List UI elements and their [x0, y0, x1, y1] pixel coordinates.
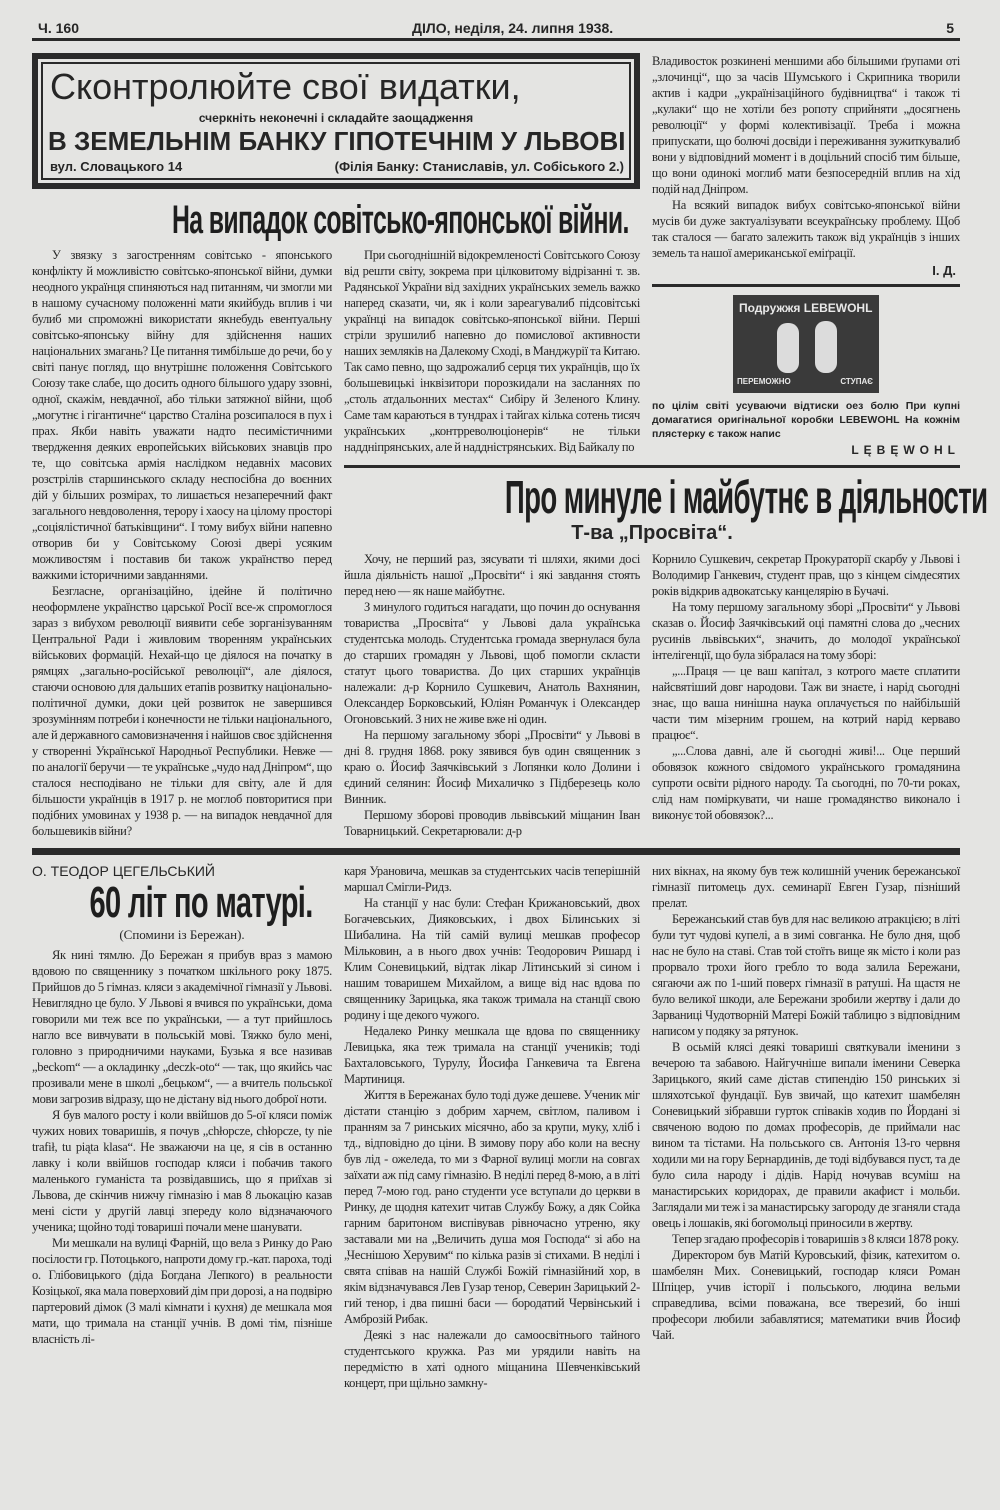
article2-column-2: [652, 551, 960, 839]
paragraph: В осьмій клясі деякі товариші святкували іменини з вечерою та забавою. Найгучніше випали іменини Северка Зарицького, який саме дістав стипендію 150 ринських зі шляхотської фундації. Був звичай, що катехит шамбелян Соневицький зібравши гурток співаків ходив по Йордані зі свяченою водою по домах професорів, де приймали нас вином та тістами. На польського св. Антонія 13-го червня ходили ми на гору Бернардинів, де тоді відбувався пуст, та де було сила народу і дідів. Нарід ночував всуміш на манастирських коридорах, де правили акафист і мольби. Заглядали ми теж і за манастирську загороду де зганяли стада овець і лошаків, які богомольці приносили в жертву.: [652, 1040, 960, 1230]
paragraph: З минулого годиться нагадати, що почин до оснування товариства „Просвіта“ у Львові дала українська студентська молодь. Студентська громада звернулася була до старших громадян у Львові, щоб помогли скласти статут цього товариства. До цих старших українців належали: д-р Корнило Сушкевич, Анатоль Вахнянин, Олександер Борковський, Юліян Романчук і Олександер Огоновський. З них не живе вже ні один.: [344, 600, 640, 726]
section-rule: [344, 465, 960, 468]
paragraph: Безгласне, організаційно, ідейне й політично неоформлене українство царської Росії все-ж спромоглося зараз з вибухом революції виявити себе зорганізуванням Центральної Ради і живловим творенням українських військових формацій. Нехай-що це діялося на початку в рямцях „загально-російської революції“, але діялося, стаючи основою для дальших етапів розвитку національно-політичної думки, доки цей розвиток не завершився зрозумінням потреби і конечности не тільки національного, але й державного самовизначення і найшов своє здійснення у створенні Української Народньої Республики. Невже — по аналогії беручи — те українське „чудо над Дніпром“, що сталося несподівано не тільки для світу, але й для більшости українців в 1917 р. не моглоб повторитися при подібних умовинах у 1938 р. — на випадок невдачної для большевиків війни?: [32, 584, 332, 838]
lebewohl-image-right: СТУПАЄ: [840, 377, 873, 386]
page-number: 5: [946, 20, 954, 36]
article3-title-wrap: [32, 878, 332, 927]
section-divider: [32, 848, 960, 855]
article1-title-wrap: [32, 200, 640, 241]
paragraph: Деякі з нас належали до самоосвітнього тайного студентського кружка. Раз ми урядили навіть на передмістю в хаті одного міщанина Шевченківський концерт, при щільно замкну-: [344, 1328, 640, 1390]
paragraph: Я був малого росту і коли ввійшов до 5-ої кляси поміж чужих нових товаришів, я почув „chłopcze, chłopcze, ty nie trafił, tu piąta klasa“. Не зважаючи на це, я сів в останню лавку і коли ввійшов господар кляси і побачив такого маленького гуманіста та розвідавшись, що я приїхав зі Львова, де скінчив нижчу гімназію і мав 8 льокацію казав мені сісти у другій лавці зпереду коло відзначаючого ученика; щойно тоді товариші почали мене шанувати.: [32, 1108, 332, 1234]
foot-figure-icon: [815, 321, 837, 373]
article1-column-1: [32, 247, 332, 840]
top-section: [32, 53, 988, 840]
lebewohl-ad-image: [733, 295, 879, 393]
paragraph: „...Праця — це ваш капітал, з котрого маєте сплатити найсвятіший довг народови. Таж ви знаєте, і нарід сьогодні знає, що ваша нинішна наука оплачується по найбільшій части тим мізерним грошем, на котрий нарід кервавo працює“.: [652, 664, 960, 742]
right-column-top: [652, 53, 960, 457]
article2-column-1: [344, 551, 640, 839]
article3-column-2: [344, 863, 640, 1391]
lebewohl-ad-text: по цілім світі усуваючи відтиски оез болю При купні домагатися оригінальної коробки LEBEWOHL На кожнім плястерку є також напис: [652, 400, 960, 440]
paragraph: Хочу, не перший раз, зясувати ті шляхи, якими досі йшла діяльність нашої „Просвіти“ і які завдання стоять перед нею — як наше майбутнє.: [344, 552, 640, 598]
paragraph: Недалеко Ринку мешкала ще вдова по священнику Левицька, яка теж тримала на станції учеників; тоді Бахталовського, Турулу, Йосифа Ганкевича та Евгена Мартиниця.: [344, 1024, 640, 1086]
paragraph: Директором був Матій Куровський, фізик, катехитом о. шамбелян Мих. Соневицький, господар кляси Роман Шпіцер, учив історії і польського, людина вельми справедлива, всіми поважана, все тверезий, бо інші професори любили забавлятися; математики вчив Йосиф Чай.: [652, 1248, 960, 1342]
article1-title: На випадок совітсько-японської війни.: [171, 198, 629, 242]
article3: [32, 863, 960, 1391]
article1-column-2: [344, 247, 640, 457]
ad-branch: (Філія Банку: Станиславів, ул. Собіського 2.): [334, 159, 624, 174]
dateline: ДІЛО, неділя, 24. липня 1938.: [412, 20, 614, 36]
article3-title: 60 літ по матурі.: [89, 878, 313, 927]
ad-headline: Сконтролюйте свої видатки,: [50, 66, 521, 107]
issue-number: Ч. 160: [38, 20, 79, 36]
paragraph: На першому загальному зборі „Просвіти“ у Львові в дні 8. грудня 1868. року зявився був один священник з краю о. Йосиф Заячківський з Лопянки коло Долини і єдиний селянин: Йосиф Михаличко з Підберезець коло Винник.: [344, 728, 640, 806]
article3-subtitle: (Спомини із Бережан).: [119, 927, 245, 942]
ad-bank-name: В ЗЕМЕЛЬНІМ БАНКУ ГІПОТЕЧНІМ У ЛЬВОВІ: [48, 126, 626, 156]
ad-address: вул. Словацького 14: [50, 159, 183, 174]
bank-advertisement: [32, 53, 640, 189]
lebewohl-brand: LĘBĘWOHL: [851, 443, 960, 457]
article2-columns: [344, 551, 960, 839]
masthead: [32, 20, 960, 41]
paragraph: Бережанський став був для нас великою атракцією; в літі були тут чудові купелі, а в зимі совганка. Не було дня, щоб нас не було на ставі. Став той стоїть вище як місто і коли раз прорвало трохи його гребло то вода залила Бережани, сягаючи аж по 1-ший поверх гімназії в ратуші. На щастя не було великої шкоди, але Бережани зробили жертву і дали до Зарваниці Чудотворній Матері Божій таблицю з відповідним написом у подяку за рятунок.: [652, 912, 960, 1038]
article3-column-1-wrap: [32, 863, 332, 1391]
paragraph: Життя в Бережанах було тоді дуже дешеве. Ученик міг дістати станцію з добрим харчем, світлом, паливом і пранням за 7 ринських місячно, або за крупи, муку, хліб і тд., відповідно до ціни. В зимову пору або коли на весну був лід - ожеледа, то ми з Фарної вулиці могли на совгах заїхати аж під саму гімназію. В неділі перед 8-мою, а в літі перед 7-мою год. рано студенти усе вступали до церкви в Ринку, де щодня катехит читав Службу Божу, а дяк Сойка гарним баритоном виспівував рівночасно утреню, яку заставали ми на „Величить душа моя Господа“ зі або на „Чеснішою Херувим“ по кілька разів зі стихами. В неділі і свята співав на нашій Службі Божій гімназійний хор, в якім відзначувався Лев Гузар тенор, Северин Зарицький 2-гий тенор, і два пишні баси — бородатий Червінський і Амброзій Рибак.: [344, 1088, 640, 1326]
section-rule: [652, 284, 960, 287]
paragraph: Ми мешкали на вулиці Фарній, що вела з Ринку до Раю посілости гр. Потоцького, напроти дому гр.-кат. пароха, тоді о. Глібовицького (діда Богдана Лепкого) в реальности Козіцької, яка мала поверховий дім при дорозі, а на подвірю партеровий дімок (3 малі кімнати і кухня) де мешкала моя мати, що тримала на станції учнів. В домі тім, пізніше власність лі-: [32, 1236, 332, 1346]
paragraph: каря Урановича, мешкав за студентських часів теперішній маршал Смігли-Ридз.: [344, 864, 640, 894]
article1-signature: І. Д.: [932, 263, 956, 278]
article2-subtitle: Т-ва „Просвіта“.: [571, 522, 733, 544]
article2-title: Про минуле і майбутнє в діяльности: [504, 471, 988, 523]
article1-column-3: [652, 53, 960, 261]
lebewohl-image-title: Подружжя LEBEWOHL: [739, 301, 873, 315]
paragraph: Першому зборові проводив львівський міщанин Іван Товарницький. Секретарювали: д-р: [344, 808, 640, 838]
ad-subline: счеркніть неконечні і складайте заощадження: [198, 111, 474, 125]
article2-title-wrap: [344, 471, 988, 523]
paragraph: На всякий випадок вибух совітсько-японської війни мусів би дуже зактуалізувати всеукраїнську проблему. Щоб так сталося — багато залежить також від українців з інших земель та нашої американської еміґрації.: [652, 198, 960, 260]
paragraph: На станції у нас були: Стефан Крижановський, двох Богачевських, Дияковських, і двох Білинських зі Шибалина. На тій самій вулиці мешкав професор Мільковин, а в нього двох учнів: Теодорович Ришард і Клим Соневицький, відтак лікар Літинський зі сином і нашим товаришем Михайлом, а вище від нас вдова по священнику Зарицька, яка також тримала на станції свою родину і ще декого чужого.: [344, 896, 640, 1022]
lebewohl-image-left: ПЕРЕМОЖНО: [737, 377, 791, 386]
paragraph: Корнило Сушкевич, секретар Прокураторії скарбу у Львові і Володимир Ганкевич, студент прав, що з кінцем сімдесятих років відкрив адвокатську канцелярію в Бучачі.: [652, 552, 960, 598]
article2: [344, 457, 988, 840]
article3-column-1: [32, 947, 332, 1347]
paragraph: Як нині тямлю. До Бережан я прибув враз з мамою вдовою по священнику з початком шкільного року 1875. Прийшов до 5 гімназ. кляси з академічної гімназії у Львові. Невиглядно це було. У Львові я вчився по українськи, дома говорили ми теж все по українськи, — а тут прийшлось нагло все вивчувати в польській мові. Тяжко було мені, головно з природничими науками, Бузька я все називав „beckom“ — а окладинку „deczk-oto“ — так, що якийсь час прозивали мене в школі „бецьком“, — а вчитель польської мови загрозив відразу, що не дістану від нього доброї ноти.: [32, 948, 332, 1106]
paragraph: Владивосток розкинені меншими або більшими ґрупами оті „злочинці“, що за часів Шумського і Скрипника творили актив і кадри „українізаційного будівництва“ і також ті „кулаки“ що не хотіли без ропоту сприйняти „досягнень революції“ у формі колективізації. Треба і можна припускати, що болючі досвіди і переживання зужиткувалиб вони у відповідний момент і в доцільний спосіб тим більше, що вони одинокі моглиб мати безпосередній вплив на хід подій над Дніпром.: [652, 54, 960, 196]
article3-column-3: [652, 863, 960, 1391]
paragraph: На тому першому загальному зборі „Просвіти“ у Львові сказав о. Йосиф Заячківський оці памятні слова до „чесних русинів львівських“, значить, до молодої української інтелігенції, що була зібралася на тому зборі:: [652, 600, 960, 662]
foot-figure-icon: [777, 323, 799, 373]
paragraph: „...Слова давні, але й сьогодні живі!... Оце перший обовязок кожного свідомого українського громадянина супроти освіти рідного народу. Та сьогодні, по 70-ти роках, слід нам поміркувати, чи наше громадянство виконало і виконує той обовязок?...: [652, 744, 960, 822]
paragraph: При сьогоднішній відокремленості Совітського Союзу від решти світу, зокрема при цілковитому відрізанні т. зв. Радянської України від західних українських земель важко наперед сказати, чи, як і коли зареагувалиб підсовітські українці на випадок совітсько-японської війни. Перші стріли зрушилиб напевно до помислової активности наших земляків на Далекому Сході, в Манджурії та Китаю. Так само певно, що задрожалиб серця тих українців, що їх большевицькі інквізитори порозкидали на засланнях по „столь атдальонних местах“ Сибіру й Зеленого Клину. Саме там караються в тундрах і тайгах кілька сотень тисяч українських „контрреволюціонерів“ не тільки наддніпрянських, але й наддністрянських. Від Байкалу по: [344, 248, 640, 454]
article3-author: О. ТЕОДОР ЦЕГЕЛЬСЬКИЙ: [32, 863, 215, 879]
paragraph: них вікнах, на якому був теж колишній ученик бережанської гімназії питомець дух. семинарії Евген Гузар, пізніший прелат.: [652, 864, 960, 910]
paragraph: У звязку з загостренням совітсько - японського конфлікту й можливістю совітсько-японської війни, думки неодного українця спиняються над питанням, чи змогли ми в нашому сучасному положенні мати якийбудь вплив і чи булиб ми спроможні використати якнебудь евентуальну совітсько-японську війну для здійснення наших національних змагань? Це питання тимбільше до речи, бо у світі панує погляд, що внутрішнє положення Совітського Союзу таке слабе, що досить одного більшого удару ззовні, одної, скажім, невдачної, або тільки затяжної війни, щоб „могутнє і гігантичне“ царство Сталіна розсипалося в пух і прах. Якби навіть уважати надто песимістичними твердження деяких европейських військових знавців про те, що совітська армія наслідком недавніх масових розстрілів старшинського складу неспосібна до воєнних дій у більших розмірах, то лишається незаперечний факт загального невдоволення, терору і хаосу на цілому просторі „соціялістичної батьківщини“. І тому вибух війни напевно отворив би у Совітському Союзі двері усяким можливостям і поставив би також українство перед важкими історичними завданнями.: [32, 248, 332, 582]
paragraph: Тепер згадаю професорів і товаришів з 8 кляси 1878 року.: [672, 1232, 959, 1246]
